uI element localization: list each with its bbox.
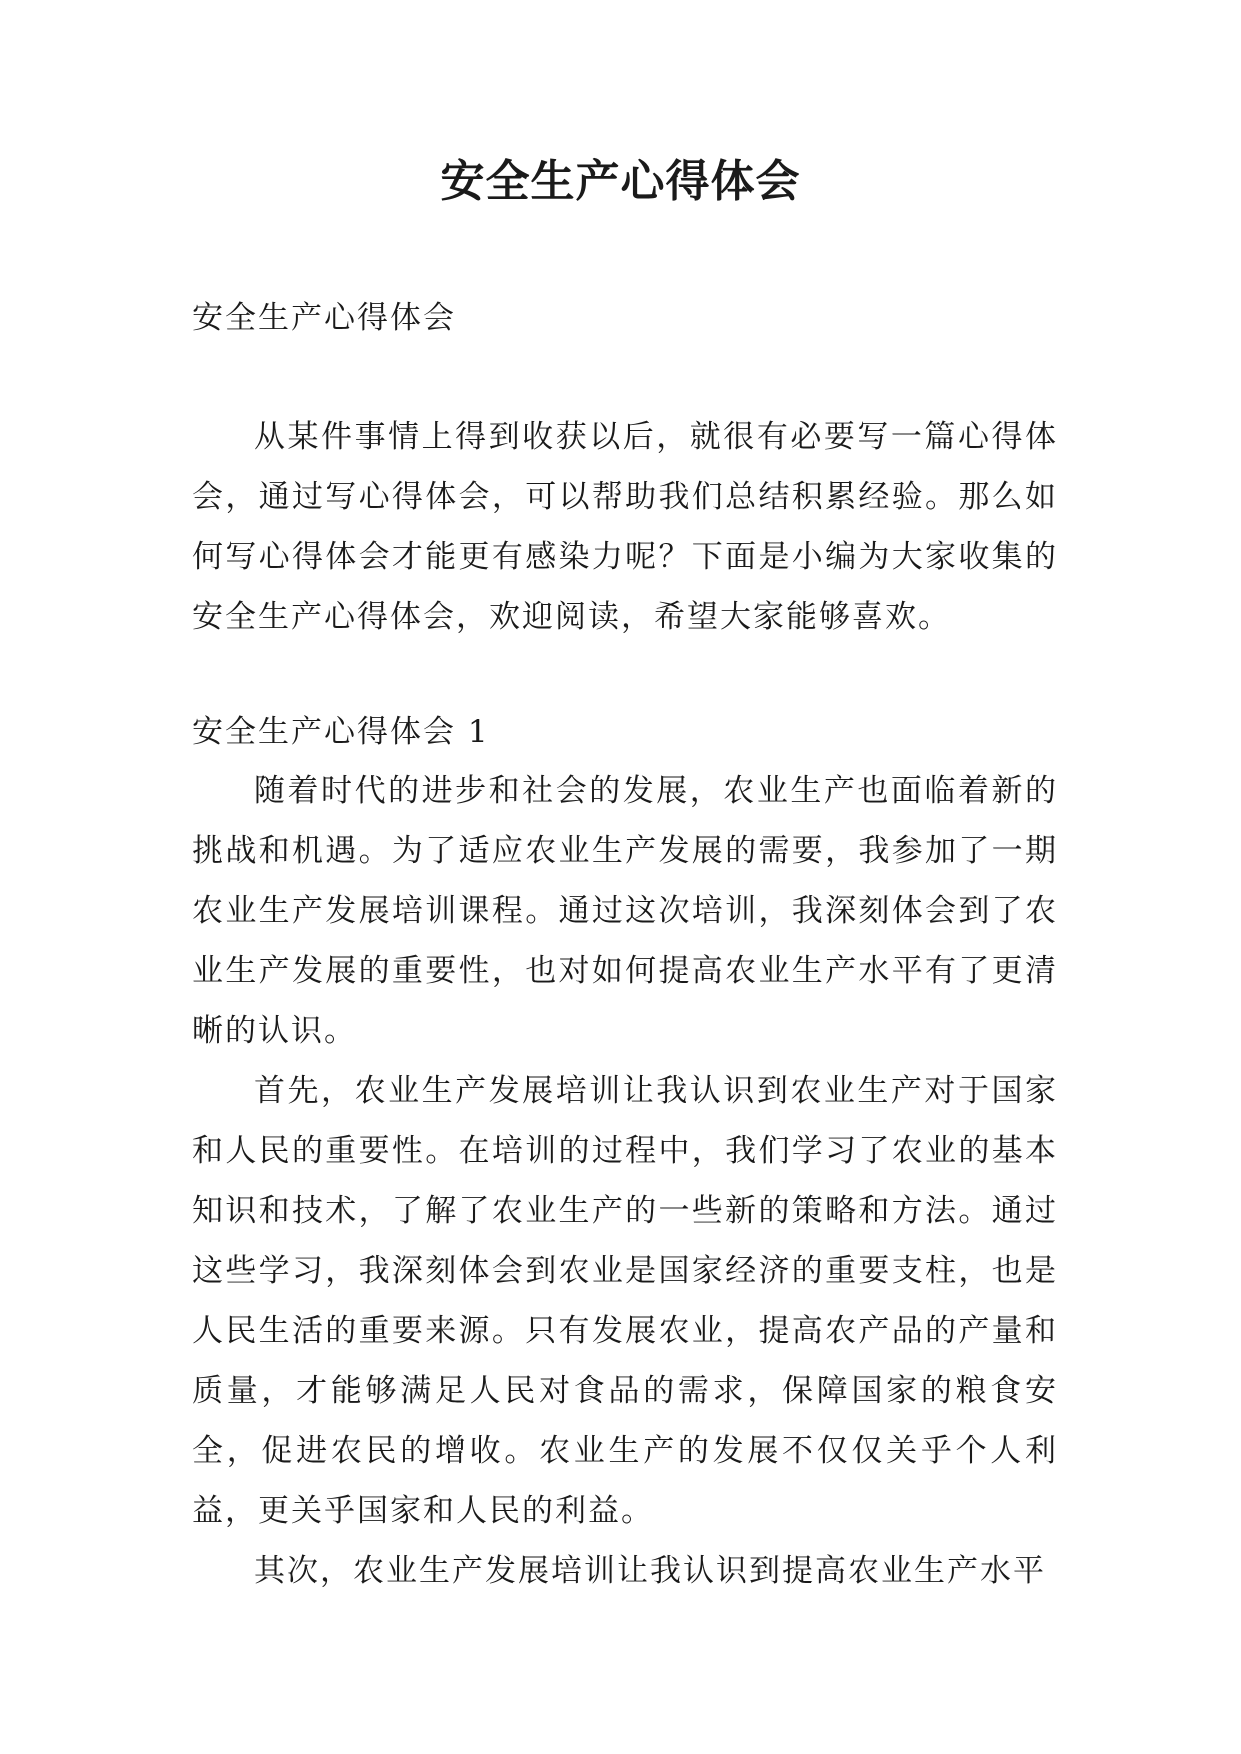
document-subtitle <box>192 288 1058 348</box>
subtitle-text: 安全生产心得体会 <box>192 300 456 336</box>
intro-section <box>192 407 1058 647</box>
section-1-heading <box>192 702 1058 762</box>
section-1-body <box>192 761 1058 1601</box>
intro-paragraph: 从某件事情上得到收获以后，就很有必要写一篇心得体会，通过写心得体会，可以帮助我们总结积累经验。那么如何写心得体会才能更有感染力呢？下面是小编为大家收集的安全生产心得体会，欢迎阅读，希望大家能够喜欢。 <box>192 419 1058 635</box>
document-title: 安全生产心得体会 <box>440 156 801 207</box>
body-paragraph: 首先，农业生产发展培训让我认识到农业生产对于国家和人民的重要性。在培训的过程中，我们学习了农业的基本知识和技术，了解了农业生产的一些新的策略和方法。通过这些学习，我深刻体会到农业是国家经济的重要支柱，也是人民生活的重要来源。只有发展农业，提高农产品的产量和质量，才能够满足人民对食品的需求，保障国家的粮食安全，促进农民的增收。农业生产的发展不仅仅关乎个人利益，更关乎国家和人民的利益。 <box>192 1073 1058 1529</box>
body-paragraph: 随着时代的进步和社会的发展，农业生产也面临着新的挑战和机遇。为了适应农业生产发展的需要，我参加了一期农业生产发展培训课程。通过这次培训，我深刻体会到了农业生产发展的重要性，也对如何提高农业生产水平有了更清晰的认识。 <box>192 773 1058 1049</box>
section-heading-text: 安全生产心得体会 1 <box>192 714 490 750</box>
body-paragraph: 其次，农业生产发展培训让我认识到提高农业生产水平 <box>254 1553 1046 1589</box>
